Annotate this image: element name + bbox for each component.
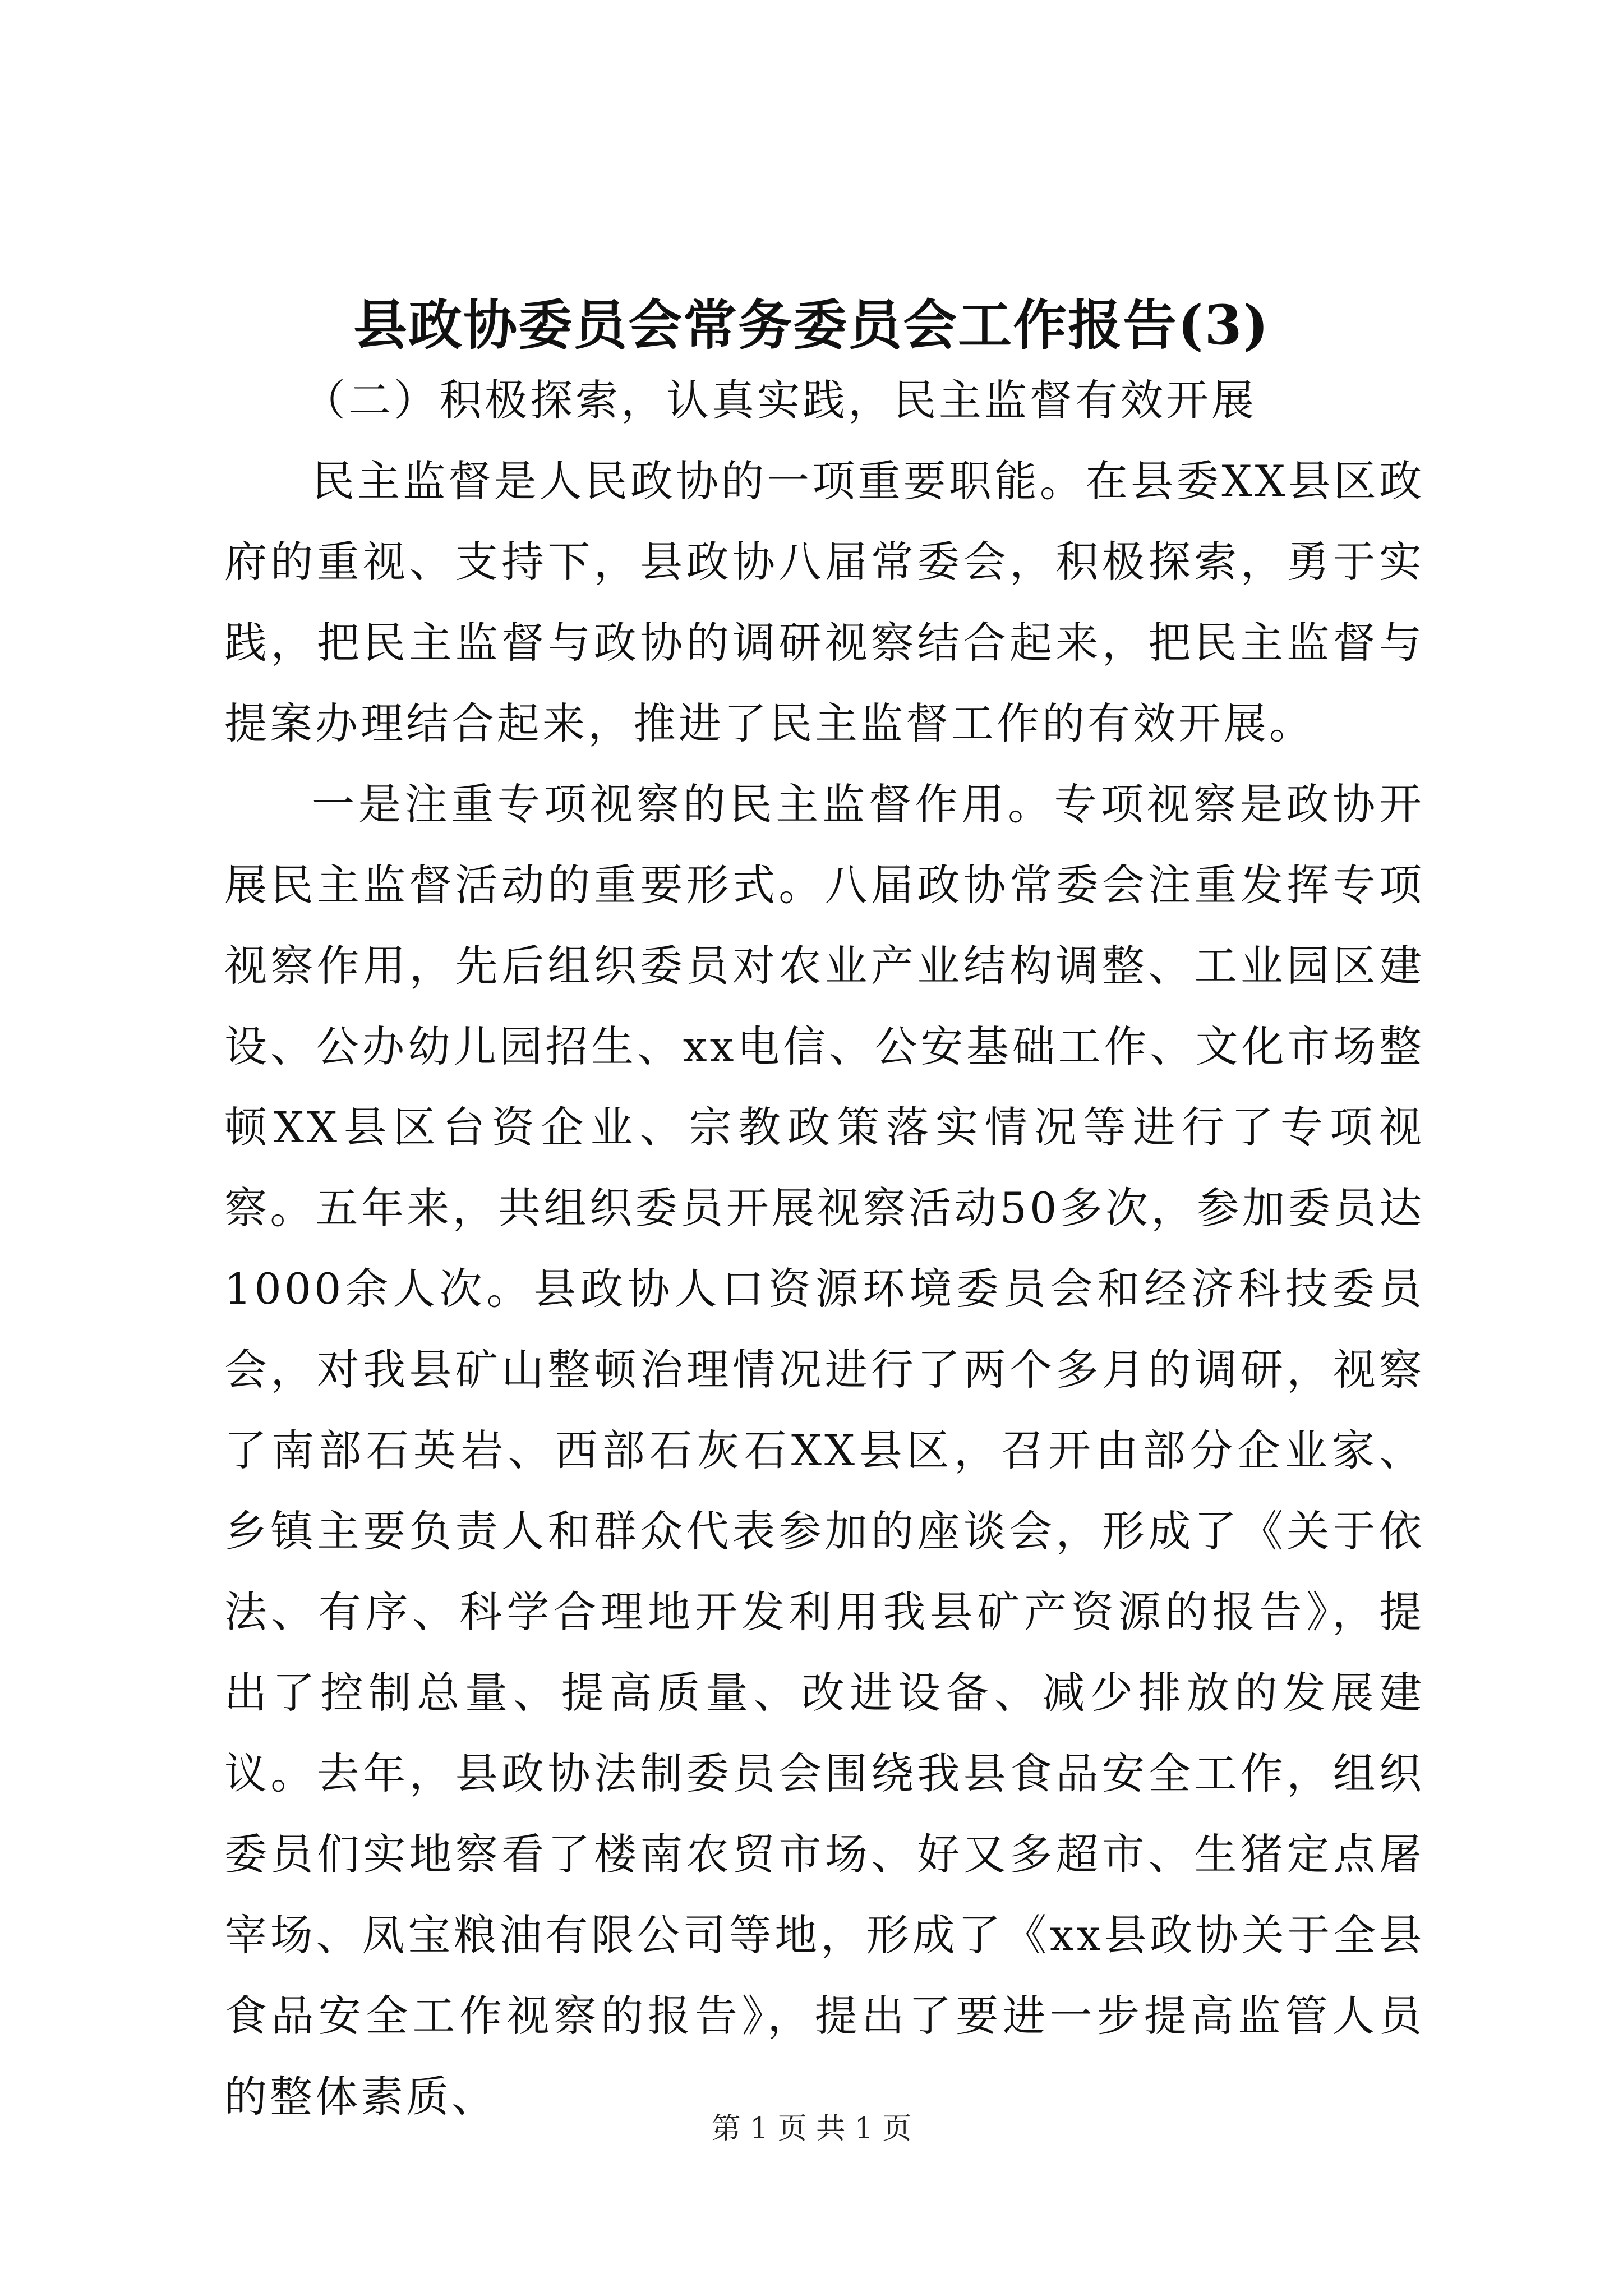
document-title: 县政协委员会常务委员会工作报告(3)	[353, 293, 1270, 357]
page-number-footer: 第 1 页 共 1 页	[711, 2112, 912, 2146]
document-body	[224, 360, 1424, 2137]
paragraph: 民主监督是人民政协的一项重要职能。在县委XX县区政府的重视、支持下，县政协八届常委会，积极探索，勇于实践，把民主监督与政协的调研视察结合起来，把民主监督与提案办理结合起来，推进了民主监督工作的有效开展。	[224, 456, 1424, 748]
section-heading: （二）积极探索，认真实践，民主监督有效开展	[303, 375, 1257, 425]
paragraph: 一是注重专项视察的民主监督作用。专项视察是政协开展民主监督活动的重要形式。八届政协常委会注重发挥专项视察作用，先后组织委员对农业产业结构调整、工业园区建设、公办幼儿园招生、xx电信、公安基础工作、文化市场整顿XX县区台资企业、宗教政策落实情况等进行了专项视察。五年来，共组织委员开展视察活动50多次，参加委员达1000余人次。县政协人口资源环境委员会和经济科技委员会，对我县矿山整顿治理情况进行了两个多月的调研，视察了南部石英岩、西部石灰石XX县区，召开由部分企业家、乡镇主要负责人和群众代表参加的座谈会，形成了《关于依法、有序、科学合理地开发利用我县矿产资源的报告》，提出了控制总量、提高质量、改进设备、减少排放的发展建议。去年，县政协法制委员会围绕我县食品安全工作，组织委员们实地察看了楼南农贸市场、好又多超市、生猪定点屠宰场、凤宝粮油有限公司等地，形成了《xx县政协关于全县食品安全工作视察的报告》，提出了要进一步提高监管人员的整体素质、	[224, 779, 1424, 2122]
